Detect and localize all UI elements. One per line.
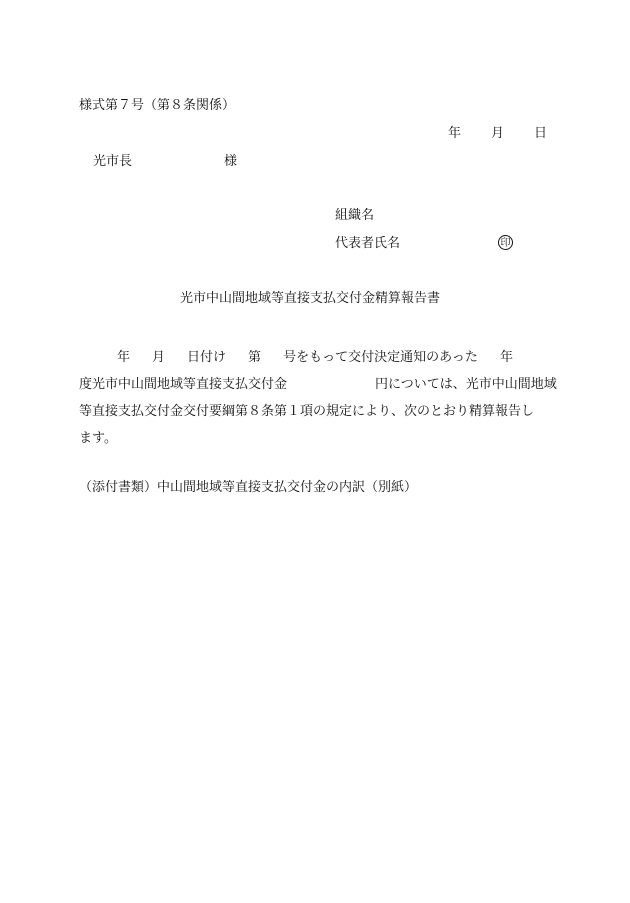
addressee-honorific: 様 (224, 154, 238, 169)
date-line (448, 126, 547, 142)
addressee-name: 光市長 (93, 154, 133, 169)
body-line-4: ます。 (79, 431, 117, 446)
attachment-note: （添付書類）中山間地域等直接支払交付金の内訳（別紙） (79, 480, 418, 495)
report-body (79, 344, 557, 452)
body-number-prefix: 第 (248, 350, 262, 365)
body-day-dated: 日付け (187, 350, 227, 365)
form-number: 様式第７号（第８条関係） (79, 98, 236, 113)
seal-mark: 印 (498, 235, 513, 250)
body-line-2 (79, 371, 557, 398)
body-line-1 (79, 344, 553, 371)
body-fiscal-year: 年 (499, 350, 513, 365)
date-year-label: 年 (448, 126, 462, 141)
body-grant-name: 度光市中山間地域等直接支払交付金 (79, 377, 288, 392)
body-line-3: 等直接支払交付金交付要綱第８条第１項の規定により、次のとおり精算報告し (79, 404, 535, 419)
organization-label: 組織名 (335, 208, 375, 223)
body-amount-text: 円については、光市中山間地域 (375, 377, 557, 392)
body-notice-text: 号をもって交付決定通知のあった (283, 350, 478, 365)
addressee (93, 154, 237, 170)
body-year: 年 (117, 350, 131, 365)
body-month: 月 (152, 350, 166, 365)
date-month-label: 月 (491, 126, 505, 141)
date-day-label: 日 (534, 126, 548, 141)
representative-label: 代表者氏名 (335, 236, 401, 251)
document-title: 光市中山間地域等直接支払交付金精算報告書 (180, 291, 441, 306)
